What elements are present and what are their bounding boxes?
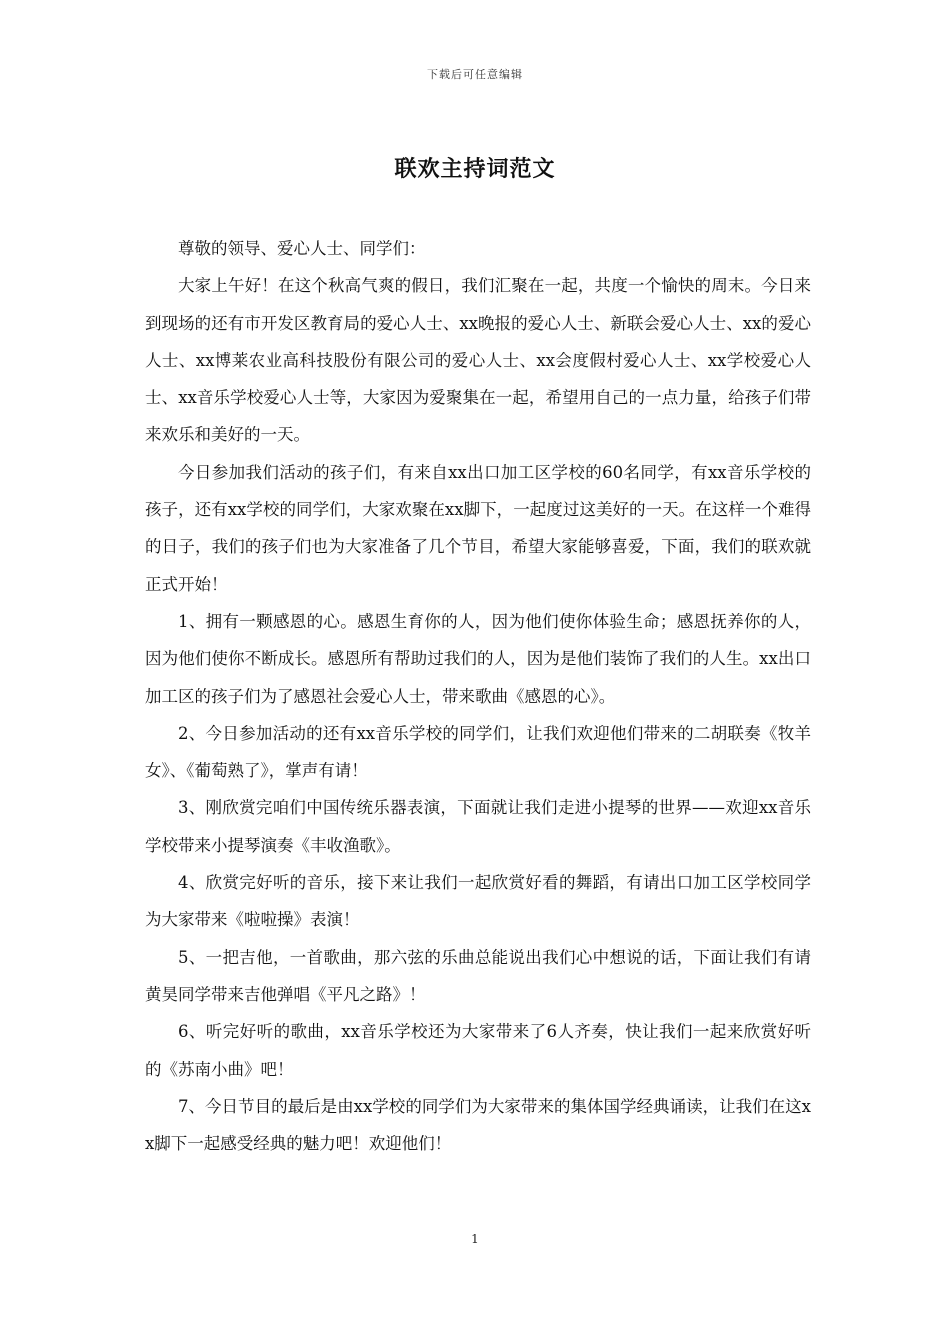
paragraph-program-1: 1、拥有一颗感恩的心。感恩生育你的人，因为他们使你体验生命；感恩抚养你的人，因为他们使你不断成长。感恩所有帮助过我们的人，因为是他们装饰了我们的人生。xx出口加工区的孩子们为了感恩社会爱心人士，带来歌曲《感恩的心》。 <box>145 611 811 706</box>
document-title: 联欢主持词范文 <box>394 156 556 182</box>
page-number: 1 <box>471 1232 479 1246</box>
header-note: 下载后可任意编辑 <box>427 68 523 81</box>
paragraph-opening: 大家上午好！在这个秋高气爽的假日，我们汇聚在一起，共度一个愉快的周末。今日来到现场的还有市开发区教育局的爱心人士、xx晚报的爱心人士、新联会爱心人士、xx的爱心人士、xx博莱农业高科技股份有限公司的爱心人士、xx会度假村爱心人士、xx学校爱心人士、xx音乐学校爱心人士等，大家因为爱聚集在一起，希望用自己的一点力量，给孩子们带来欢乐和美好的一天。 <box>145 276 811 445</box>
document-body <box>145 230 811 1162</box>
paragraph-program-7: 7、今日节目的最后是由xx学校的同学们为大家带来的集体国学经典诵读，让我们在这xx脚下一起感受经典的魅力吧！欢迎他们！ <box>145 1096 811 1154</box>
paragraph-program-5: 5、一把吉他，一首歌曲，那六弦的乐曲总能说出我们心中想说的话，下面让我们有请黄昊同学带来吉他弹唱《平凡之路》！ <box>145 947 811 1004</box>
paragraph-program-3: 3、刚欣赏完咱们中国传统乐器表演，下面就让我们走进小提琴的世界——欢迎xx音乐学校带来小提琴演奏《丰收渔歌》。 <box>145 798 811 855</box>
paragraph-program-2: 2、今日参加活动的还有xx音乐学校的同学们，让我们欢迎他们带来的二胡联奏《牧羊女》、《葡萄熟了》，掌声有请！ <box>145 723 811 781</box>
paragraph-program-6: 6、听完好听的歌曲，xx音乐学校还为大家带来了6人齐奏，快让我们一起来欣赏好听的《苏南小曲》吧！ <box>145 1022 811 1079</box>
paragraph-salutation: 尊敬的领导、爱心人士、同学们： <box>178 239 426 258</box>
paragraph-introduction: 今日参加我们活动的孩子们，有来自xx出口加工区学校的60名同学，有xx音乐学校的孩子，还有xx学校的同学们，大家欢聚在xx脚下，一起度过这美好的一天。在这样一个难得的日子，我们的孩子们也为大家准备了几个节目，希望大家能够喜爱，下面，我们的联欢就正式开始！ <box>145 462 811 594</box>
paragraph-program-4: 4、欣赏完好听的音乐，接下来让我们一起欣赏好看的舞蹈，有请出口加工区学校同学为大家带来《啦啦操》表演！ <box>145 873 811 930</box>
